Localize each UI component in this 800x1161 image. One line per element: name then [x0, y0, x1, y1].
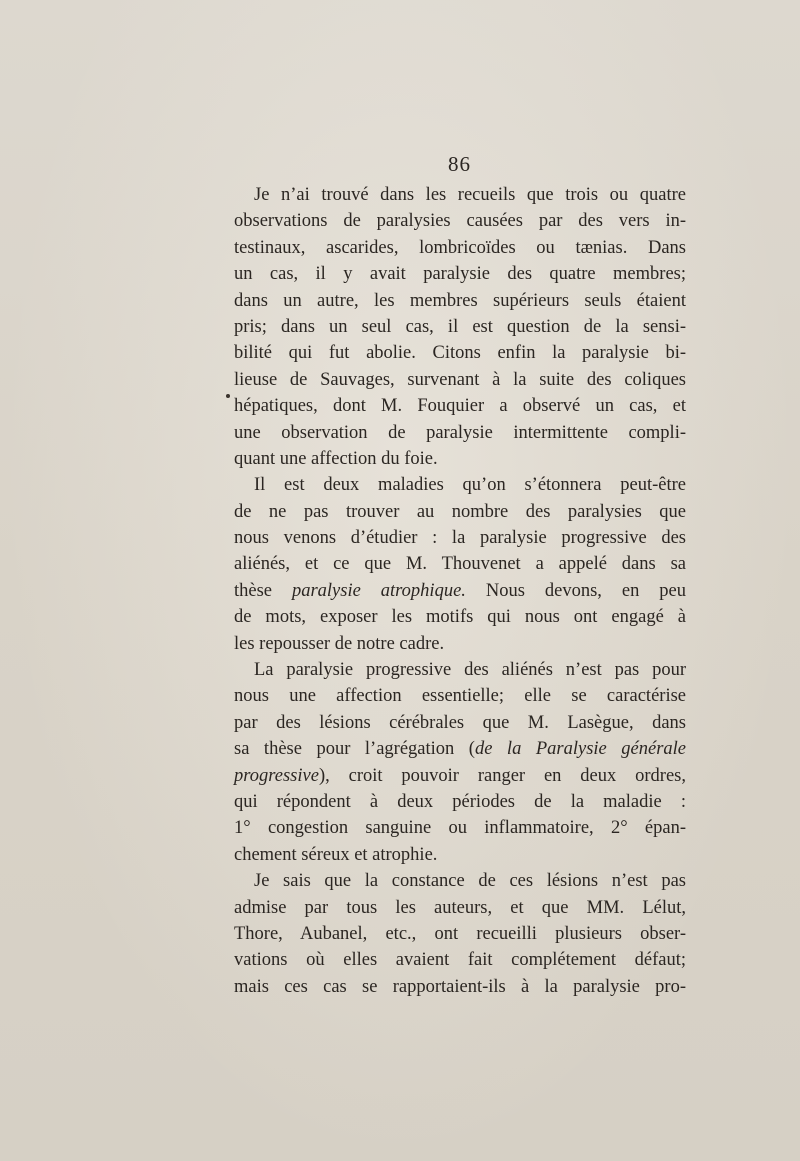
text-line: [234, 763, 686, 789]
text-line: de mots, exposer les motifs qui nous ont engagé à: [234, 607, 686, 628]
text-line: de ne pas trouver au nombre des paralysies que: [234, 501, 686, 522]
text-line: [234, 578, 686, 604]
body-text: [234, 182, 686, 1000]
text-segment: ), croit pouvoir ranger en deux ordres,: [318, 765, 686, 786]
text-line: une observation de paralysie intermittente compli-: [234, 422, 686, 443]
text-line: Je sais que la constance de ces lésions n’est pas: [254, 871, 686, 892]
text-line: les repousser de notre cadre.: [234, 633, 445, 654]
text-line: par des lésions cérébrales que M. Lasègue, dans: [234, 712, 686, 733]
text-segment: Nous devons, en peu: [465, 580, 686, 601]
text-line: quant une affection du foie.: [234, 448, 438, 469]
text-line: Je n’ai trouvé dans les recueils que trois ou quatre: [254, 185, 686, 205]
italic-text-segment: de la Paralysie générale: [474, 739, 686, 760]
text-line: 1° congestion sanguine ou inflammatoire, 2° épan-: [234, 818, 686, 839]
text-line: hépatiques, dont M. Fouquier a observé un cas, et: [234, 396, 686, 417]
text-line: testinaux, ascarides, lombricoïdes ou tænias. Dans: [234, 237, 686, 258]
ink-mark: [226, 394, 230, 398]
text-line: dans un autre, les membres supérieurs seuls étaient: [234, 290, 686, 311]
text-line: observations de paralysies causées par des vers in-: [234, 211, 686, 232]
text-line: La paralysie progressive des aliénés n’est pas pour: [254, 660, 686, 681]
text-line: nous venons d’étudier : la paralysie progressive des: [234, 528, 686, 549]
italic-text-segment: progressive: [234, 765, 319, 786]
text-segment: sa thèse pour l’agrégation (: [234, 739, 475, 760]
text-line: Thore, Aubanel, etc., ont recueilli plusieurs obser-: [234, 923, 686, 944]
text-line: Il est deux maladies qu’on s’étonnera peut-être: [254, 475, 686, 496]
text-line: mais ces cas se rapportaient-ils à la paralysie pro-: [234, 976, 686, 997]
text-line: vations où elles avaient fait complétement défaut;: [234, 950, 686, 971]
text-line: lieuse de Sauvages, survenant à la suite des coliques: [234, 369, 686, 390]
page-number: 86: [448, 152, 471, 176]
text-segment: thèse: [234, 580, 292, 601]
text-line: aliénés, et ce que M. Thouvenet a appelé dans sa: [234, 554, 686, 575]
italic-text-segment: paralysie atrophique.: [291, 580, 466, 601]
text-line: nous une affection essentielle; elle se caractérise: [234, 686, 686, 707]
text-line: chement séreux et atrophie.: [234, 844, 438, 865]
text-line: admise par tous les auteurs, et que MM. Lélut,: [234, 897, 686, 918]
text-line: [234, 736, 686, 762]
text-line: bilité qui fut abolie. Citons enfin la paralysie bi-: [234, 343, 686, 364]
text-line: un cas, il y avait paralysie des quatre membres;: [234, 264, 686, 285]
text-line: pris; dans un seul cas, il est question de la sensi-: [234, 316, 686, 337]
text-line: qui répondent à deux périodes de la maladie :: [234, 791, 686, 812]
